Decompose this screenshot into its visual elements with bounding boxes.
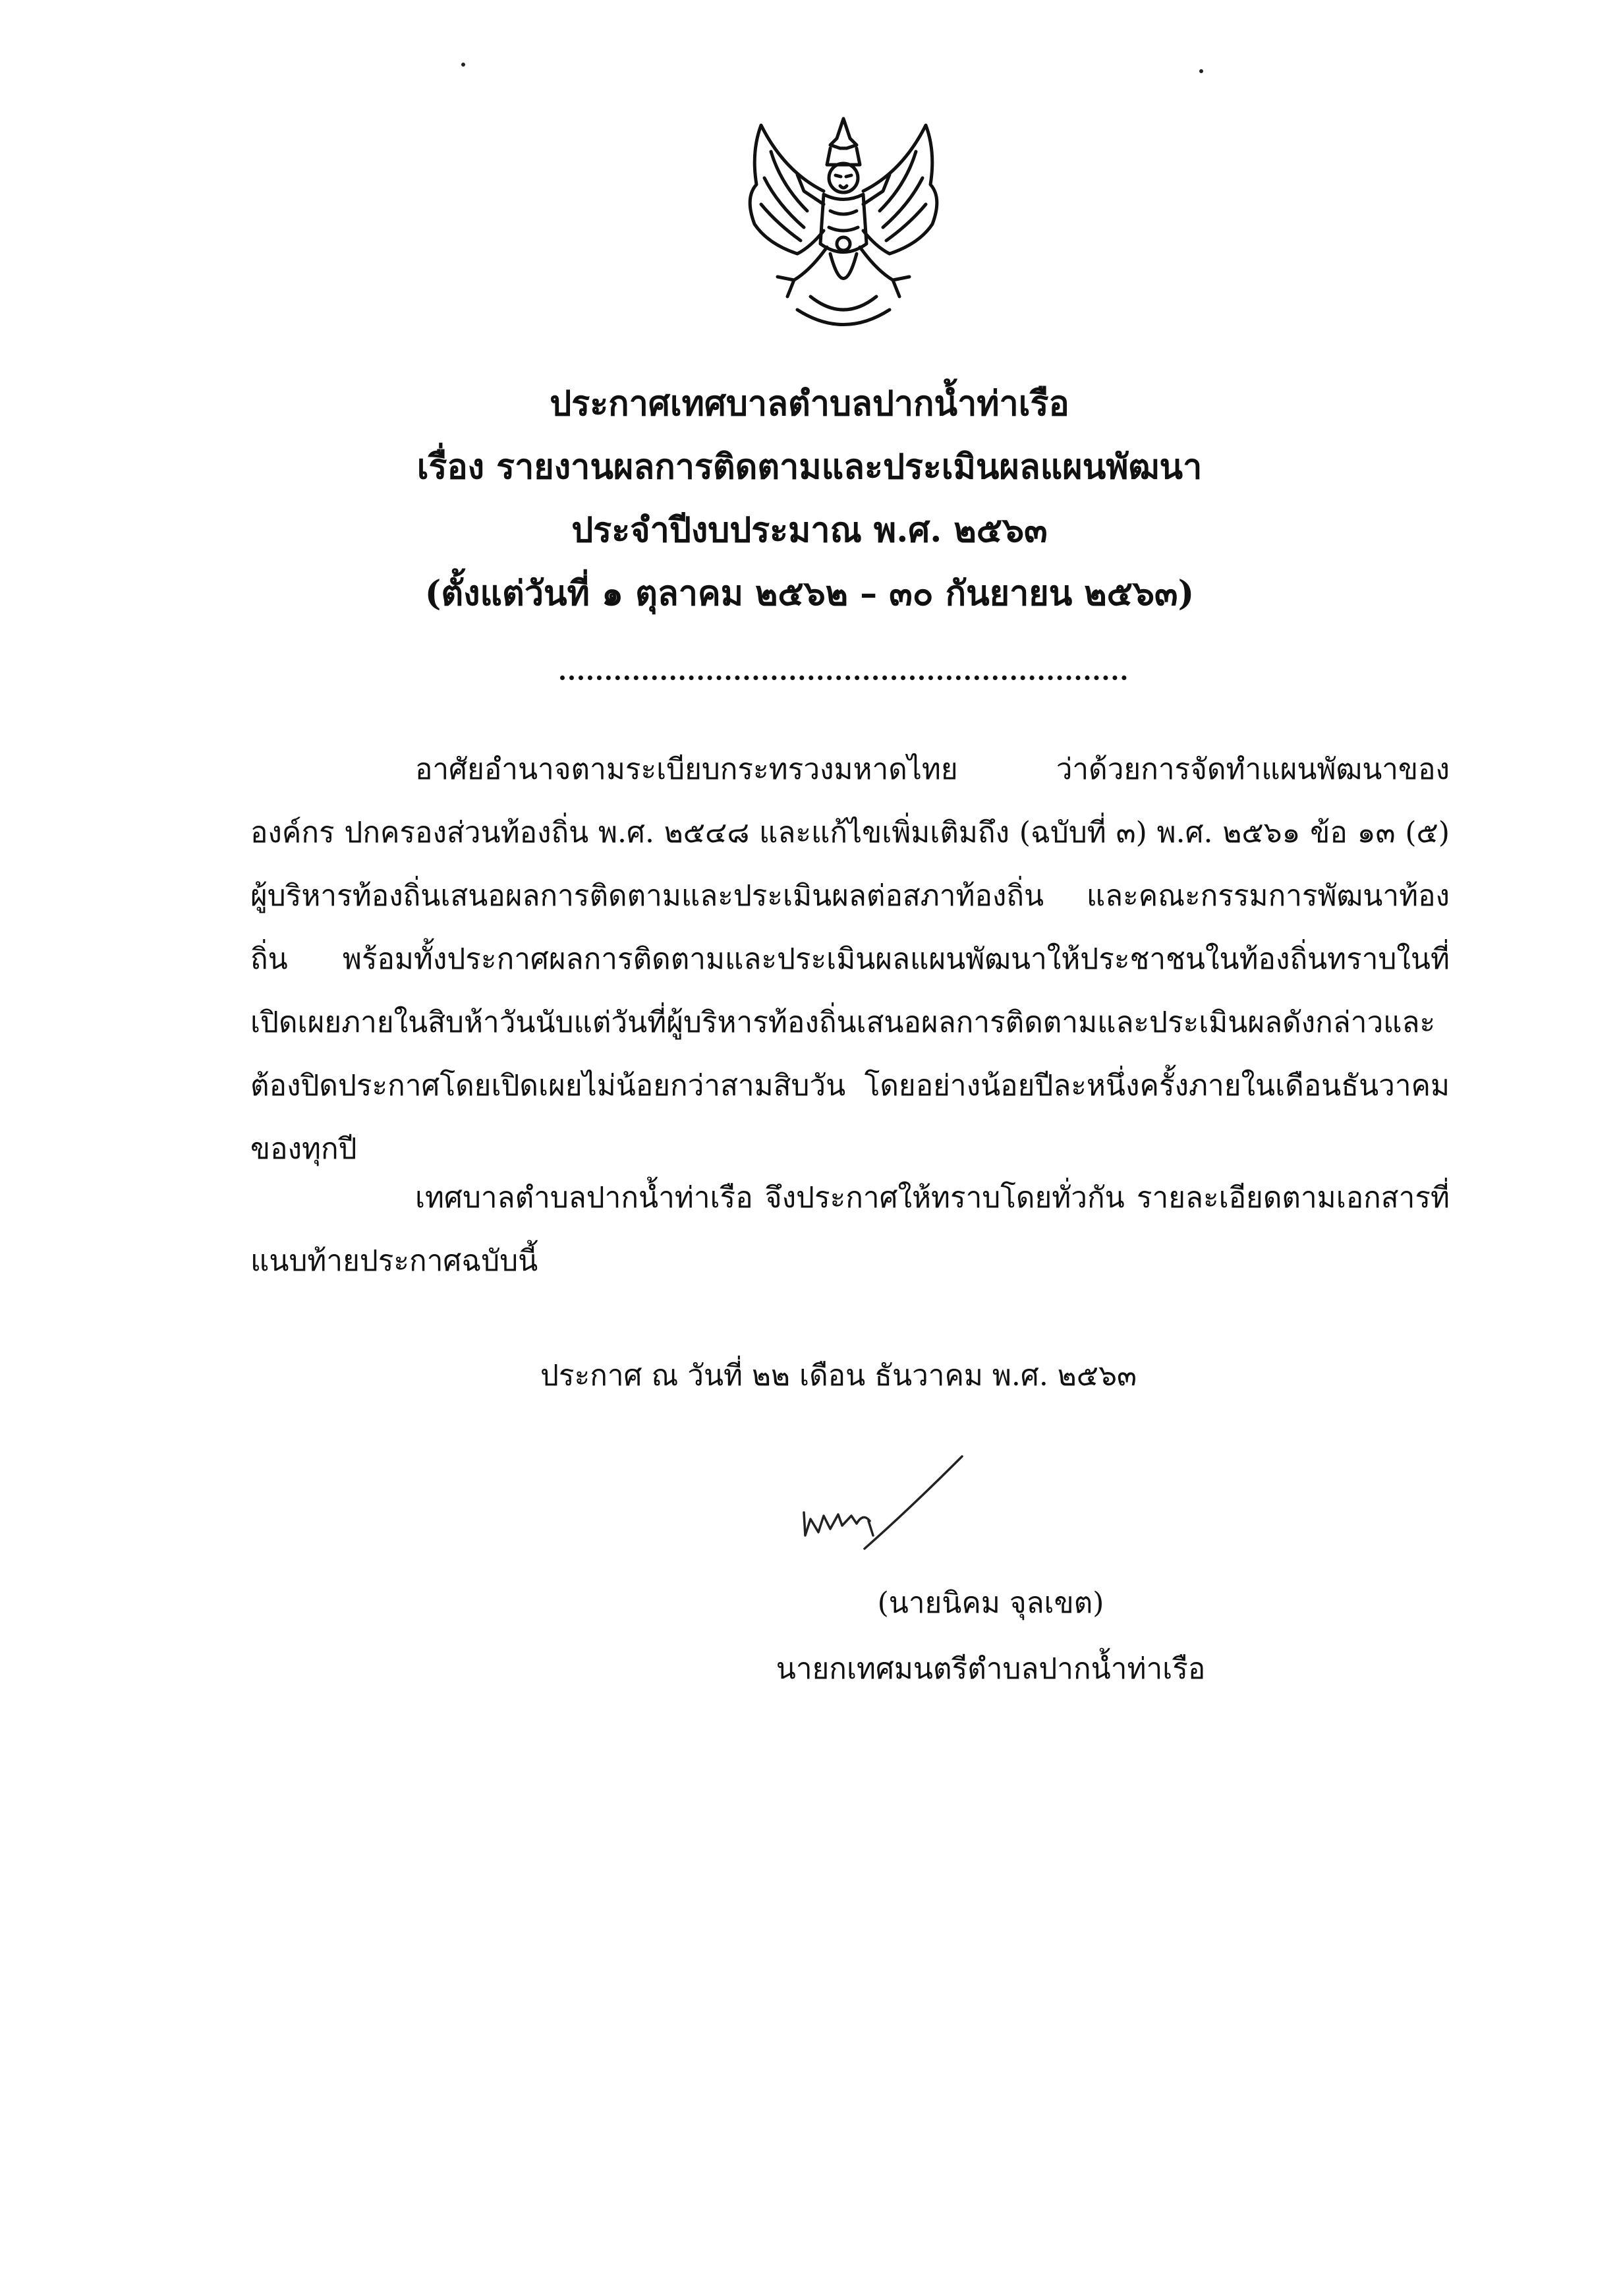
handwritten-signature: [791, 1450, 975, 1562]
body-paragraph-notice: [250, 1166, 1450, 1293]
title-line-subject: เรื่อง รายงานผลการติดตามและประเมินผลแผนพัฒนา: [416, 447, 1203, 487]
dotted-divider: [560, 675, 1127, 680]
scan-dot-right: [1199, 69, 1203, 73]
announcement-title: [0, 372, 1619, 625]
scan-dot-left: [461, 63, 465, 67]
title-line-fiscal-year: ประจำปีงบประมาณ พ.ศ. ๒๕๖๓: [571, 510, 1048, 550]
title-line-period: (ตั้งแต่วันที่ ๑ ตุลาคม ๒๕๖๒ – ๓๐ กันยายน ๒๕๖๓): [424, 573, 1195, 614]
paragraph-text: อาศัยอำนาจตามระเบียบกระทรวงมหาดไทย ว่าด้วยการจัดทำแผนพัฒนาของ องค์กร ปกครองส่วนท้องถิ่น พ.ศ. ๒๕๔๘ และแก้ไขเพิ่มเติมถึง (ฉบับที่ ๓) พ.ศ. ๒๕๖๑ ข้อ ๑๓ (๕) ผู้บริหารท้องถิ่นเสนอผลการติดตามและประเมินผลต่อสภาท้องถิ่น และคณะกรรมการพัฒนาท้องถิ่น พร้อมทั้งประกาศผลการติดตามและประเมินผลแผนพัฒนาให้ประชาชนในท้องถิ่นทราบในที่เปิดเผยภายในสิบห้าวันนับแต่วันที่ผู้บริหารท้องถิ่นเสนอผลการติดตามและประเมินผลดังกล่าวและต้องปิดประกาศโดยเปิดเผยไม่น้อยกว่าสามสิบวัน โดยอย่างน้อยปีละหนึ่งครั้งภายในเดือนธันวาคมของทุกปี: [250, 753, 1450, 1166]
signer-position: นายกเทศมนตรีตำบลปากน้ำท่าเรือ: [776, 1652, 1206, 1686]
body-paragraph-authority: [250, 738, 1450, 1181]
garuda-emblem-icon: [731, 112, 955, 336]
announcement-date: ประกาศ ณ วันที่ ๒๒ เดือน ธันวาคม พ.ศ. ๒๕๖๓: [540, 1359, 1137, 1392]
title-line-organization: ประกาศเทศบาลตำบลปากน้ำท่าเรือ: [550, 384, 1069, 424]
paragraph-text: เทศบาลตำบลปากน้ำท่าเรือ จึงประกาศให้ทราบโดยทั่วกัน รายละเอียดตามเอกสารที่แนบท้ายประกาศฉบับนี้: [250, 1181, 1450, 1278]
signer-name: (นายนิคม จุลเขต): [877, 1586, 1104, 1620]
